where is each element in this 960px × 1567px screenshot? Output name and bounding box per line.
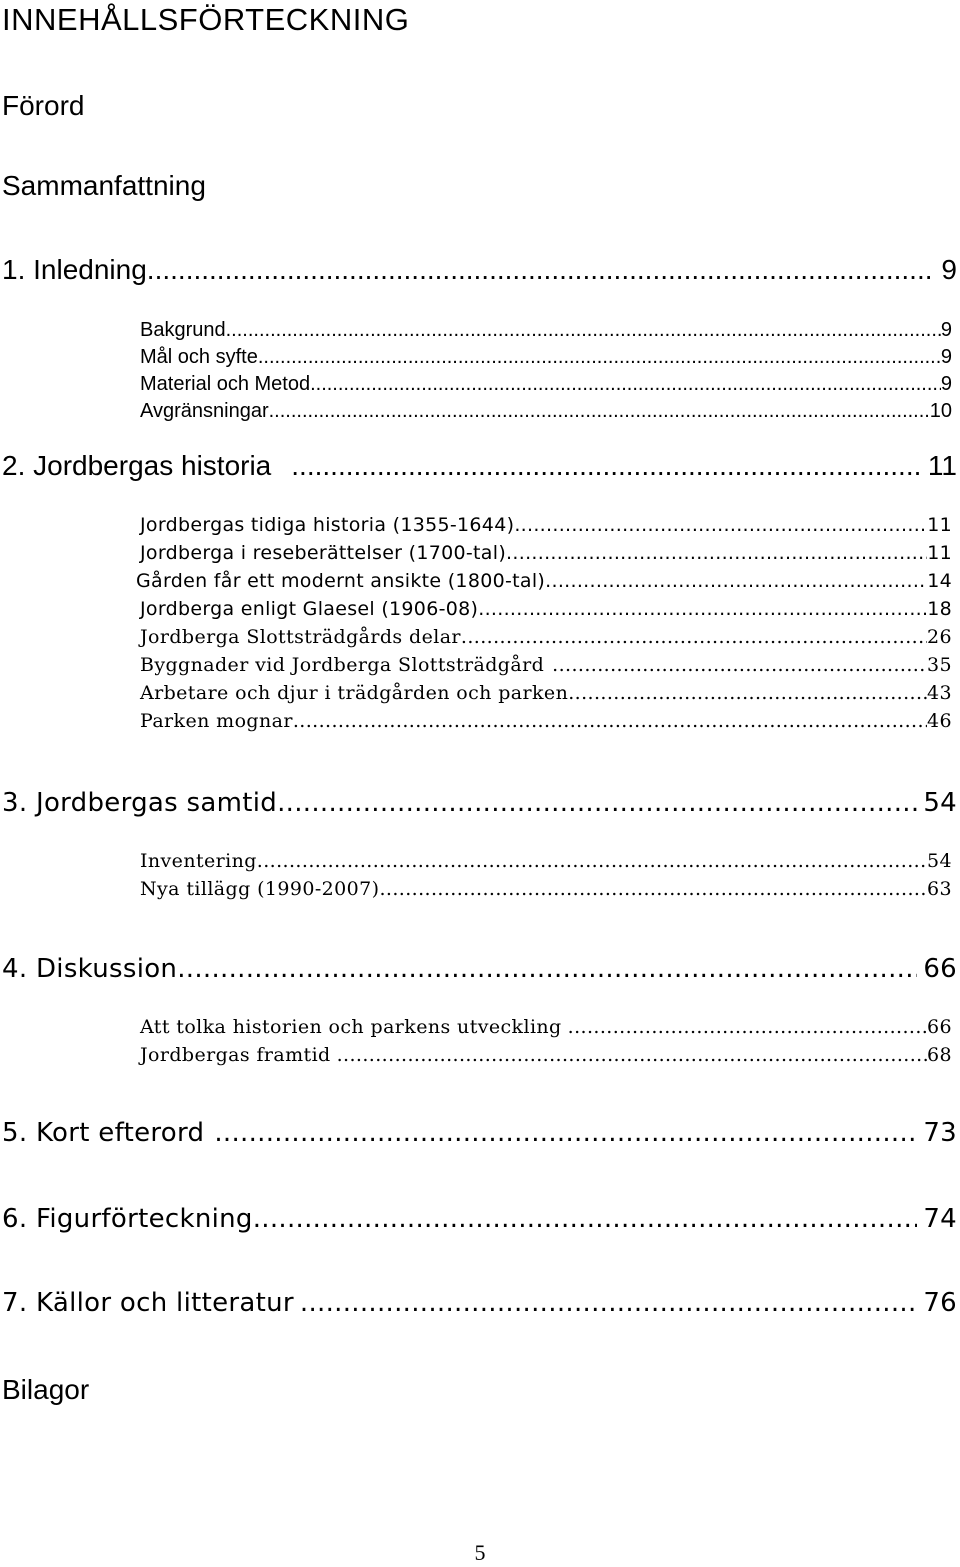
dot-leader <box>552 652 927 678</box>
page-title: INNEHÅLLSFÖRTECKNING <box>2 2 410 37</box>
chapter-label: 1. Inledning <box>2 254 147 285</box>
section-label: Byggnader vid Jordberga Slottsträdgård <box>140 654 545 676</box>
section-label: Att tolka historien och parkens utveckling <box>140 1016 562 1038</box>
section-page: 46 <box>927 710 952 732</box>
section-entry <box>140 876 952 902</box>
section-entry <box>140 1042 952 1068</box>
chapter-label: 7. Källor och litteratur <box>2 1288 294 1318</box>
section-page: 68 <box>927 1044 952 1066</box>
dot-leader <box>147 254 936 286</box>
dot-leader <box>379 876 927 902</box>
dot-leader <box>514 512 927 538</box>
foreword-entry: Förord <box>2 90 85 121</box>
section-entry <box>140 848 952 874</box>
section-entry <box>136 568 952 594</box>
section-label: Avgränsningar <box>140 400 269 422</box>
dot-leader <box>214 1118 917 1148</box>
chapter-entry <box>2 1204 957 1234</box>
dot-leader <box>300 1288 917 1318</box>
dot-leader <box>226 317 941 343</box>
section-label: Arbetare och djur i trädgården och parken <box>140 682 569 704</box>
section-page: 35 <box>927 654 952 676</box>
section-label: Nya tillägg (1990-2007) <box>140 878 380 900</box>
section-label: Jordberga Slottsträdgårds delar <box>140 626 461 648</box>
dot-leader <box>568 1014 927 1040</box>
section-page: 11 <box>927 514 952 536</box>
section-entry <box>140 317 952 343</box>
section-entry <box>140 371 952 397</box>
appendices-entry: Bilagor <box>2 1374 90 1405</box>
dot-leader <box>257 848 927 874</box>
section-entry <box>140 624 952 650</box>
chapter-label: 6. Figurförteckning <box>2 1204 253 1234</box>
chapter-label: 3. Jordbergas samtid <box>2 788 278 818</box>
section-page: 9 <box>940 346 952 368</box>
section-entry <box>140 1014 952 1040</box>
section-page: 54 <box>927 850 952 872</box>
section-label: Mål och syfte <box>140 346 258 368</box>
section-label: Gården får ett modernt ansikte (1800-tal) <box>136 570 546 592</box>
summary-entry: Sammanfattning <box>2 170 206 201</box>
chapter-entry <box>2 1288 957 1318</box>
chapter-page: 76 <box>923 1288 957 1318</box>
section-page: 43 <box>927 682 952 704</box>
chapter-entry <box>2 254 957 286</box>
section-page: 66 <box>927 1016 952 1038</box>
dot-leader <box>337 1042 927 1068</box>
dot-leader <box>258 344 941 370</box>
section-entry <box>140 344 952 370</box>
section-page: 14 <box>927 570 952 592</box>
section-label: Bakgrund <box>140 319 226 341</box>
dot-leader <box>461 624 927 650</box>
chapter-page: 73 <box>923 1118 957 1148</box>
section-entry <box>140 596 952 622</box>
chapter-page: 74 <box>923 1204 957 1234</box>
section-page: 9 <box>940 319 952 341</box>
dot-leader <box>310 371 941 397</box>
dot-leader <box>293 708 927 734</box>
section-entry <box>140 652 952 678</box>
chapter-page: 11 <box>927 450 957 481</box>
dot-leader <box>291 450 922 482</box>
chapter-entry <box>2 954 957 984</box>
dot-leader <box>506 540 927 566</box>
section-page: 9 <box>940 373 952 395</box>
chapter-label: 5. Kort efterord <box>2 1118 205 1148</box>
chapter-entry <box>2 788 957 818</box>
section-entry <box>140 680 952 706</box>
section-label: Jordbergas tidiga historia (1355-1644) <box>140 514 515 536</box>
dot-leader <box>545 568 927 594</box>
chapter-page: 66 <box>923 954 957 984</box>
section-page: 10 <box>929 400 952 422</box>
dot-leader <box>478 596 927 622</box>
chapter-entry <box>2 450 957 482</box>
chapter-label: 4. Diskussion <box>2 954 178 984</box>
page-number: 5 <box>474 1540 486 1565</box>
section-entry <box>140 512 952 538</box>
chapter-page: 54 <box>923 788 957 818</box>
section-entry <box>140 708 952 734</box>
section-page: 26 <box>927 626 952 648</box>
section-page: 63 <box>927 878 952 900</box>
dot-leader <box>253 1204 918 1234</box>
section-entry <box>140 398 952 424</box>
section-page: 11 <box>927 542 952 564</box>
section-page: 18 <box>927 598 952 620</box>
chapter-label: 2. Jordbergas historia <box>2 450 272 481</box>
dot-leader <box>568 680 927 706</box>
chapter-page: 9 <box>941 254 957 285</box>
section-label: Jordbergas framtid <box>140 1044 331 1066</box>
dot-leader <box>177 954 917 984</box>
dot-leader <box>277 788 917 818</box>
section-label: Material och Metod <box>140 373 311 395</box>
section-entry <box>140 540 952 566</box>
dot-leader <box>269 398 930 424</box>
section-label: Jordberga enligt Glaesel (1906-08) <box>140 598 479 620</box>
section-label: Inventering <box>140 850 257 872</box>
section-label: Jordberga i reseberättelser (1700-tal) <box>140 542 507 564</box>
section-label: Parken mognar <box>140 710 293 732</box>
chapter-entry <box>2 1118 957 1148</box>
